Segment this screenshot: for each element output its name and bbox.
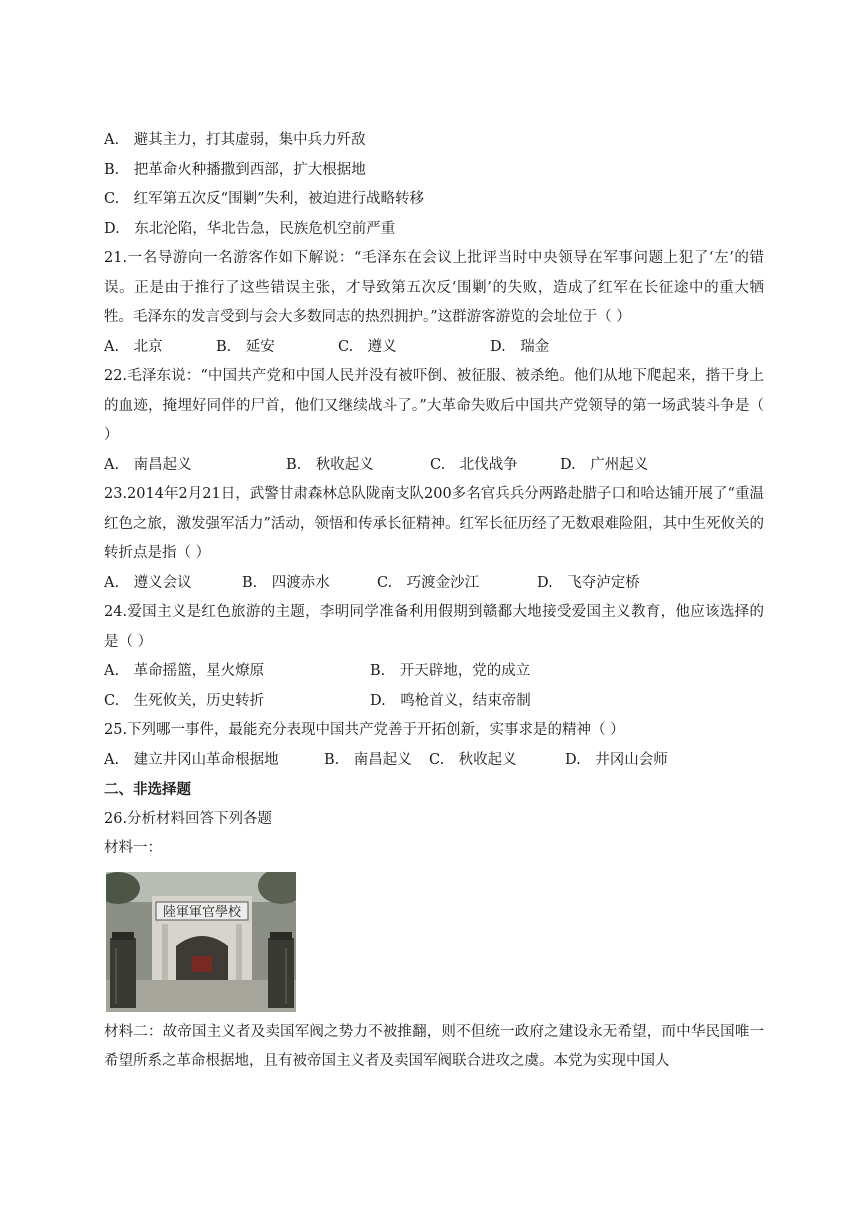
q24-options-row-2	[104, 687, 764, 717]
q22-option-c: C. 北伐战争	[430, 456, 518, 473]
q22-options	[104, 451, 764, 481]
q25-options	[104, 746, 764, 776]
q21-option-d: D. 瑞金	[490, 338, 550, 355]
q20-option-c: C. 红军第五次反“围剿”失利，被迫进行战略转移	[104, 191, 425, 207]
q24-option-d: D. 鸣枪首义，结束帝制	[370, 692, 531, 709]
q21-options	[104, 333, 764, 363]
q24-stem: 24.爱国主义是红色旅游的主题，李明同学准备利用假期到赣鄱大地接受爱国主义教育，他应该选择的是（ ）	[104, 604, 764, 650]
gate-sign-text: 陸軍軍官學校	[162, 904, 242, 920]
question-23	[104, 480, 764, 598]
q20-option-a: A. 避其主力，打其虚弱，集中兵力歼敌	[104, 132, 366, 148]
q23-option-c: C. 巧渡金沙江	[377, 574, 480, 591]
q21-option-b: B. 延安	[216, 338, 275, 355]
document-content	[104, 126, 764, 1077]
q22-option-a: A. 南昌起义	[104, 456, 192, 473]
question-21	[104, 244, 764, 362]
material-2-text: 材料二：故帝国主义者及卖国军阀之势力不被推翻，则不但统一政府之建设永无希望，而中华民国唯一希望所系之革命根据地，且有被帝国主义者及卖国军阀联合进攻之虞。本党为实现中国人	[104, 1023, 764, 1069]
question-24	[104, 598, 764, 716]
q23-options	[104, 569, 764, 599]
q26-stem: 26.分析材料回答下列各题	[104, 810, 273, 827]
q23-option-d: D. 飞夺泸定桥	[537, 574, 640, 591]
q24-options-row-1	[104, 657, 764, 687]
question-26	[104, 805, 764, 1077]
question-25	[104, 716, 764, 775]
q25-option-a: A. 建立井冈山革命根据地	[104, 751, 279, 768]
q25-stem: 25.下列哪一事件，最能充分表现中国共产党善于开拓创新，实事求是的精神（ ）	[104, 722, 625, 738]
q24-option-c: C. 生死攸关，历史转折	[104, 692, 265, 709]
q20-option-b: B. 把革命火种播撒到西部，扩大根据地	[104, 161, 366, 178]
q21-option-a: A. 北京	[104, 338, 163, 355]
q23-option-a: A. 遵义会议	[104, 574, 192, 591]
section-2-title: 二、非选择题	[104, 781, 191, 798]
q23-option-b: B. 四渡赤水	[242, 574, 330, 591]
q25-option-c: C. 秋收起义	[429, 751, 517, 768]
q22-option-b: B. 秋收起义	[286, 456, 374, 473]
q22-option-d: D. 广州起义	[560, 456, 649, 473]
q24-option-a: A. 革命摇篮，星火燎原	[104, 663, 265, 679]
q24-option-b: B. 开天辟地，党的成立	[370, 663, 531, 679]
q21-stem: 21.一名导游向一名游客作如下解说：“毛泽东在会议上批评当时中央领导在军事问题上犯了‘左’的错误。正是由于推行了这些错误主张，才导致第五次反‘围剿’的失败，造成了红军在长征途中的重大牺牲。毛泽东的发言受到与会大多数同志的热烈拥护。”这群游客游览的会址位于（ ）	[104, 250, 764, 325]
question-20-options	[104, 126, 764, 244]
q22-stem: 22.毛泽东说：“中国共产党和中国人民并没有被吓倒、被征服、被杀绝。他们从地下爬起来，揩干身上的血迹，掩埋好同伴的尸首，他们又继续战斗了。”大革命失败后中国共产党领导的第一场武装斗争是（ ）	[104, 368, 764, 443]
question-22	[104, 362, 764, 480]
material-1-label: 材料一：	[104, 840, 162, 856]
q25-option-d: D. 井冈山会师	[565, 751, 668, 768]
q20-option-d: D. 东北沦陷，华北告急，民族危机空前严重	[104, 220, 396, 237]
q21-option-c: C. 遵义	[338, 338, 397, 355]
military-academy-gate-photo	[106, 872, 296, 1012]
q23-stem: 23.2014年2月21日，武警甘肃森林总队陇南支队200多名官兵兵分两路赴腊子口和哈达铺开展了“重温红色之旅，激发强军活力”活动，领悟和传承长征精神。红军长征历经了无数艰难险阻，其中生死攸关的转折点是指（ ）	[104, 486, 764, 561]
q25-option-b: B. 南昌起义	[324, 751, 412, 768]
